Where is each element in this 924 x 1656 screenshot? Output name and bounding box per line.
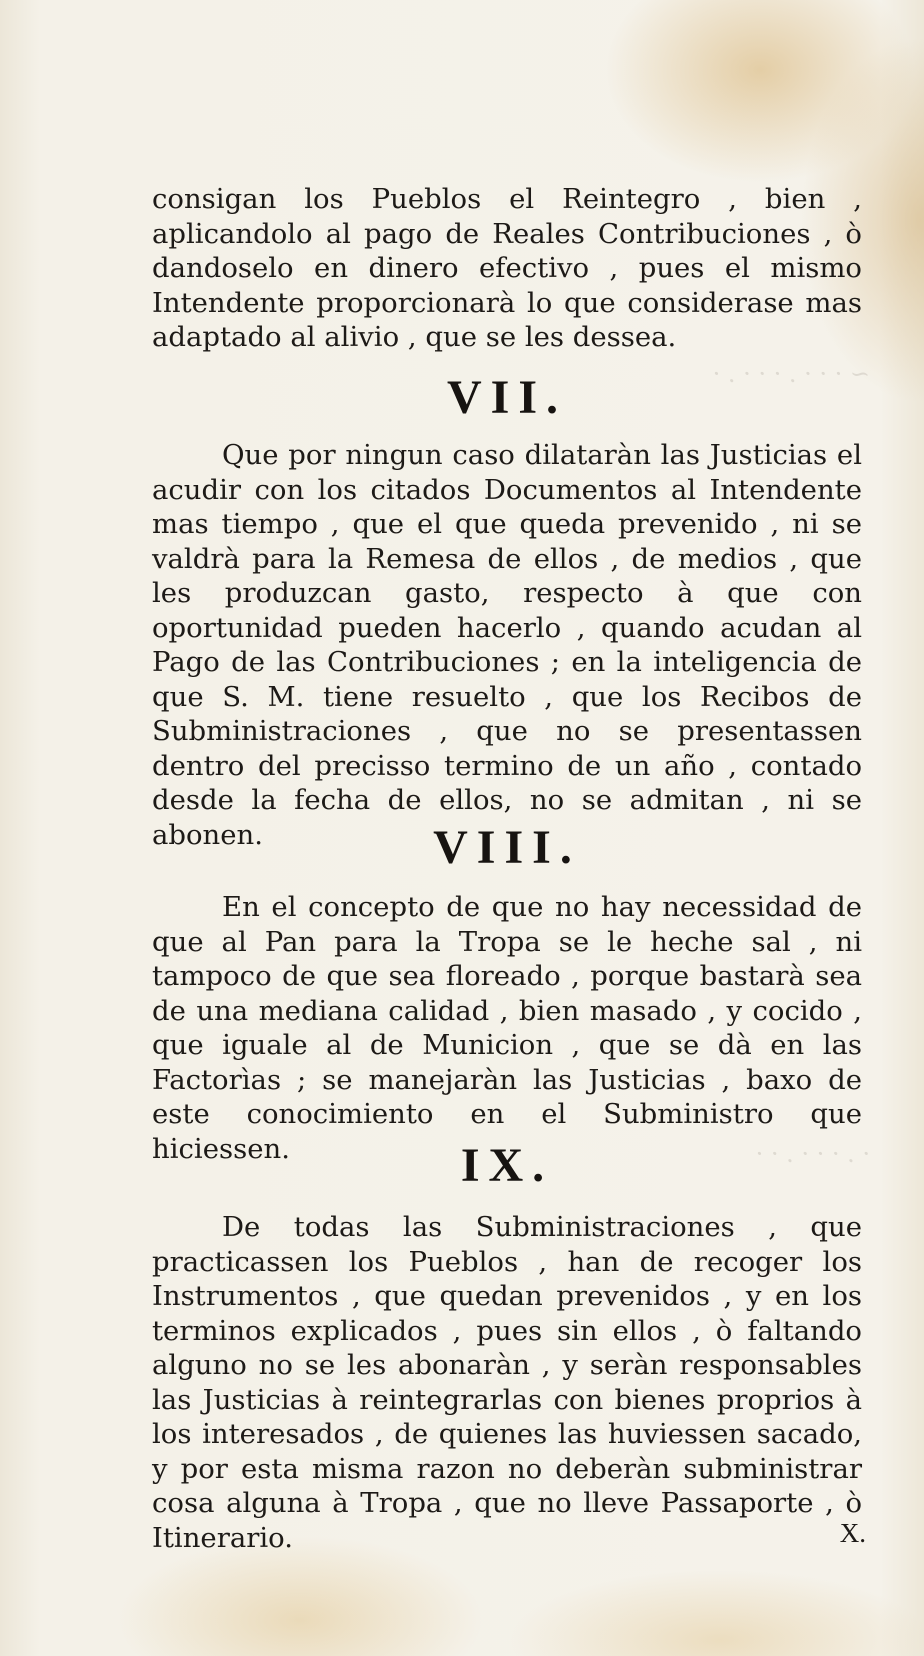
catchword: X. xyxy=(839,1518,866,1548)
paragraph-text: En el concepto de que no hay necessidad de que al Pan para la Tropa se le heche sal , ni tampoco de que sea floreado , porque bastarà sea de una mediana calidad , bien masado , y cocido , que iguale al de Municion , que se dà en las Factorìas ; se manejaràn las Justicias , baxo de este conocimiento en el Subministro que hiciessen. xyxy=(152,891,862,1165)
section-numeral-viii: VIII. xyxy=(433,821,581,874)
opening-paragraph xyxy=(152,182,862,355)
paragraph-text: De todas las Subministraciones , que practicassen los Pueblos , han de recoger los Instrumentos , que quedan prevenidos , y en los terminos explicados , pues sin ellos , ò faltando alguno no se les abonaràn , y seràn responsables las Justicias à reintegrarlas con bienes proprios à los interesados , de quienes las huviessen sacado, y por esta misma razon no deberàn subministrar cosa alguna à Tropa , que no lleve Passaporte , ò Itinerario. xyxy=(152,1211,862,1554)
section-numeral-vii: VII. xyxy=(446,371,568,424)
show-through-text: ~ · · · . · · · . · xyxy=(712,360,870,388)
section-numeral-ix: IX. xyxy=(460,1139,554,1192)
paragraph-text: Que por ningun caso dilataràn las Justicias el acudir con los citados Documentos al Intendente mas tiempo , que el que queda prevenido , ni se valdrà para la Remesa de ellos , de medios , que les produzcan gasto, respecto à que con oportunidad pueden hacerlo , quando acudan al Pago de las Contribuciones ; en la inteligencia de que S. M. tiene resuelto , que los Recibos de Subministraciones , que no se presentassen dentro del precisso termino de un año , contado desde la fecha de ellos, no se admitan , ni se abonen. xyxy=(152,439,862,851)
section-viii-paragraph xyxy=(152,890,862,1166)
paragraph-text: consigan los Pueblos el Reintegro , bien , aplicandolo al pago de Reales Contribuciones , ò dandoselo en dinero efectivo , pues el mismo Intendente proporcionarà lo que considerase mas adaptado al alivio , que se les dessea. xyxy=(152,183,862,353)
section-ix-paragraph xyxy=(152,1210,862,1555)
section-vii-paragraph xyxy=(152,438,862,852)
show-through-text: · . · · · . · · xyxy=(755,1140,870,1168)
